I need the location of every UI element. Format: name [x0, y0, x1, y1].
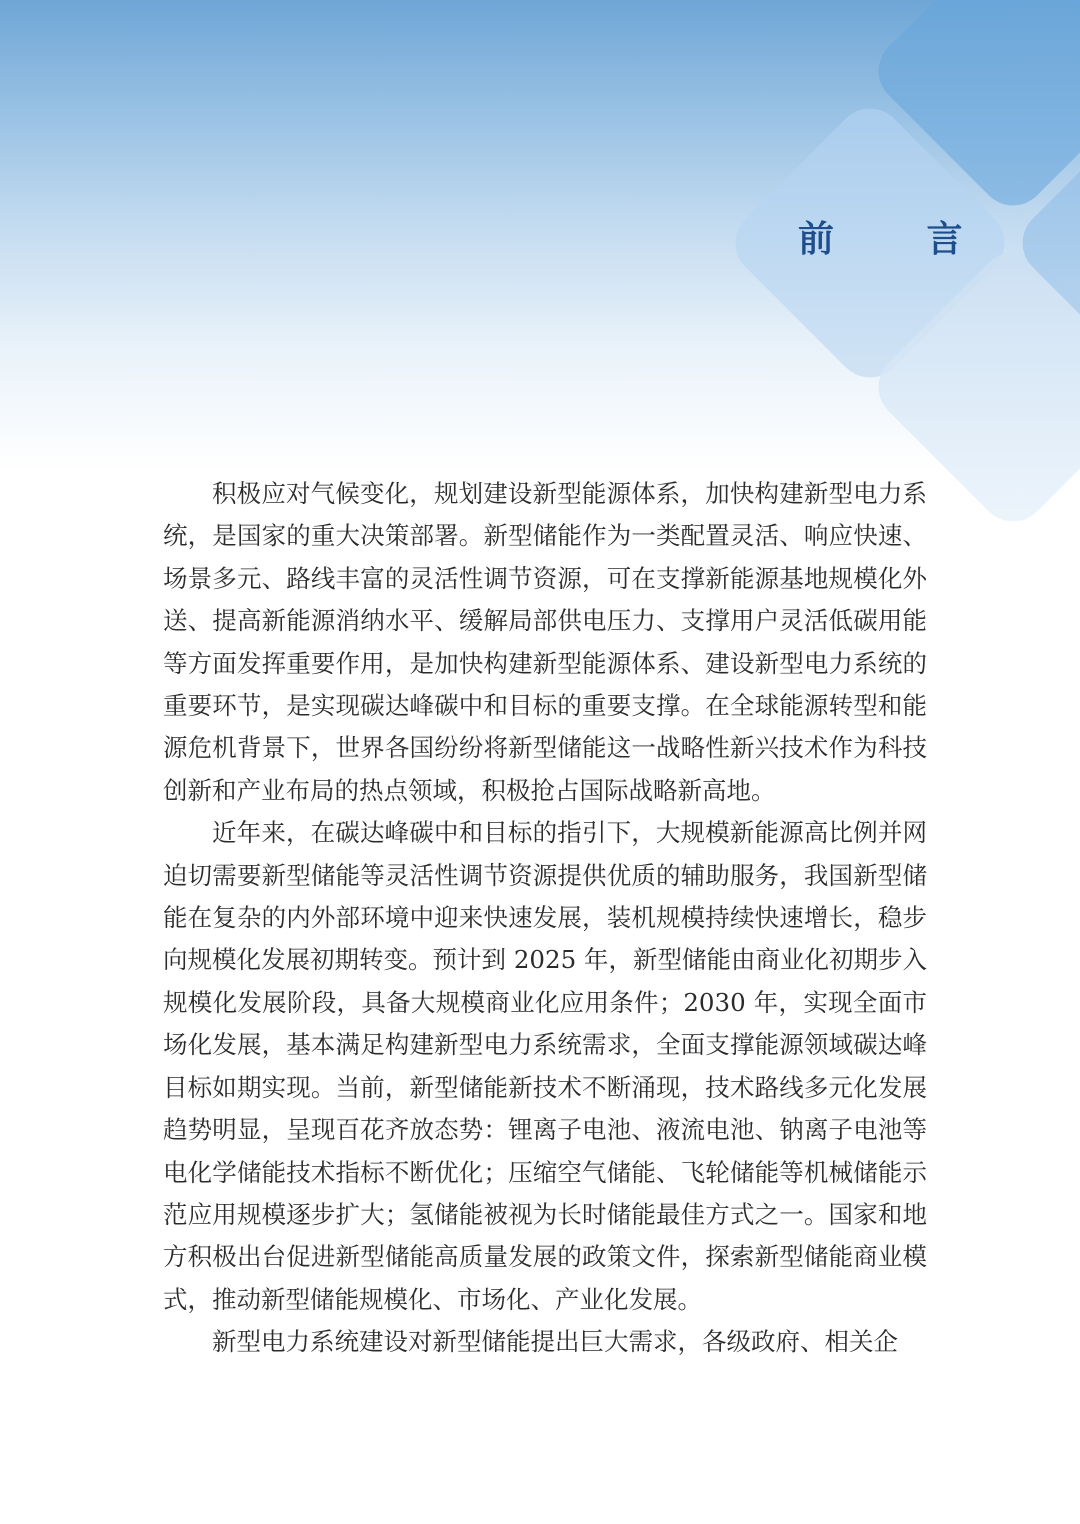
preface-body [163, 473, 927, 1364]
paragraph: 近年来，在碳达峰碳中和目标的指引下，大规模新能源高比例并网迫切需要新型储能等灵活性调节资源提供优质的辅助服务，我国新型储能在复杂的内外部环境中迎来快速发展，装机规模持续快速增长，稳步向规模化发展初期转变。预计到 2025 年，新型储能由商业化初期步入规模化发展阶段，具备大规模商业化应用条件；2030 年，实现全面市场化发展，基本满足构建新型电力系统需求，全面支撑能源领域碳达峰目标如期实现。当前，新型储能新技术不断涌现，技术路线多元化发展趋势明显，呈现百花齐放态势：锂离子电池、液流电池、钠离子电池等电化学储能技术指标不断优化；压缩空气储能、飞轮储能等机械储能示范应用规模逐步扩大；氢储能被视为长时储能最佳方式之一。国家和地方积极出台促进新型储能高质量发展的政策文件，探索新型储能商业模式，推动新型储能规模化、市场化、产业化发展。 [163, 818, 927, 1314]
paragraph: 新型电力系统建设对新型储能提出巨大需求，各级政府、相关企 [212, 1327, 898, 1357]
paragraph: 积极应对气候变化，规划建设新型能源体系，加快构建新型电力系统，是国家的重大决策部署。新型储能作为一类配置灵活、响应快速、场景多元、路线丰富的灵活性调节资源，可在支撑新能源基地规模化外送、提高新能源消纳水平、缓解局部供电压力、支撑用户灵活低碳用能等方面发挥重要作用，是加快构建新型能源体系、建设新型电力系统的重要环节，是实现碳达峰碳中和目标的重要支撑。在全球能源转型和能源危机背景下，世界各国纷纷将新型储能这一战略性新兴技术作为科技创新和产业布局的热点领域，积极抢占国际战略新高地。 [163, 479, 927, 805]
page-title: 前 言 [798, 219, 1003, 260]
